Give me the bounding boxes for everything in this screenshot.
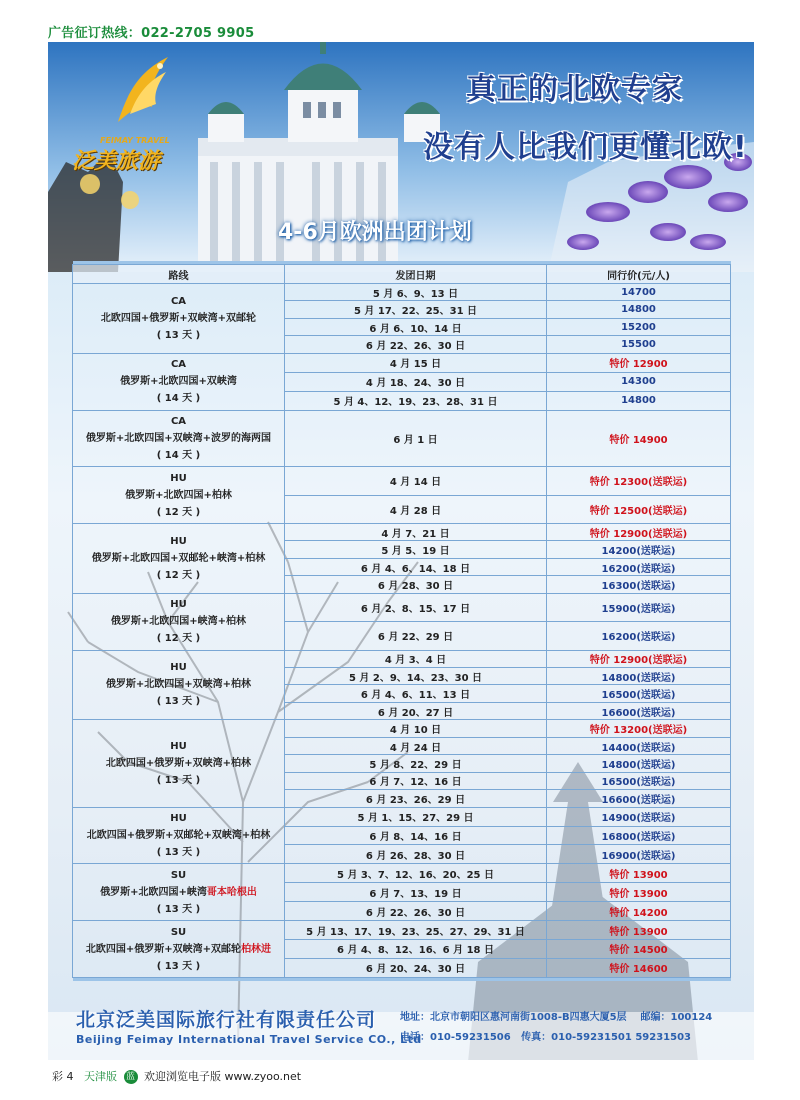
departure-date: 5 月 17、22、25、31 日 (285, 301, 547, 318)
departure-date: 6 月 8、14、16 日 (285, 826, 547, 845)
route-name (73, 487, 284, 504)
brand-english-name: FEIMAY TRAVEL (100, 136, 170, 145)
trade-price: 16500(送联运) (547, 772, 731, 789)
table-row (73, 467, 731, 495)
trade-price: 14800(送联运) (547, 755, 731, 772)
route-text: 北欧四国+俄罗斯+双峡湾+双邮轮 (100, 312, 257, 324)
route-text: 俄罗斯+北欧四国+柏林 (125, 489, 232, 501)
route-cell (73, 353, 285, 410)
edition-label: 天津版 (84, 1070, 117, 1083)
route-name (73, 755, 284, 772)
trip-duration: ( 13 天 ) (156, 903, 201, 915)
table-row (73, 410, 731, 467)
trade-price: 14700 (547, 284, 731, 301)
plan-title: 4-6月欧洲出团计划 (278, 220, 472, 245)
trip-duration: ( 13 天 ) (156, 960, 201, 972)
table-bottom-frame (73, 978, 731, 982)
header-route: 路线 (73, 265, 285, 284)
page-number: 彩 4 (52, 1070, 74, 1083)
departure-date: 6 月 28、30 日 (285, 576, 547, 593)
table-row (73, 284, 731, 301)
departure-date: 5 月 8、22、29 日 (285, 755, 547, 772)
route-name (73, 373, 284, 390)
trade-price: 特价 12900(送联运) (547, 524, 731, 541)
route-name (73, 430, 284, 447)
route-name (73, 550, 284, 567)
departure-date: 6 月 23、26、29 日 (285, 790, 547, 807)
trade-price: 特价 12300(送联运) (547, 467, 731, 495)
departure-date: 5 月 1、15、27、29 日 (285, 807, 547, 826)
departure-date: 4 月 15 日 (285, 353, 547, 372)
departure-date: 4 月 28 日 (285, 495, 547, 523)
route-name (73, 310, 284, 327)
trade-price: 16500(送联运) (547, 685, 731, 702)
departure-date: 6 月 7、13、19 日 (285, 883, 547, 902)
table-row (73, 720, 731, 737)
trip-duration: ( 13 天 ) (156, 774, 201, 786)
table-row (73, 593, 731, 621)
airline-code: HU (170, 599, 187, 611)
departure-date: 5 月 6、9、13 日 (285, 284, 547, 301)
page-footer (52, 1068, 301, 1084)
airline-code: HU (170, 535, 187, 547)
trade-price: 特价 14600 (547, 958, 731, 977)
departure-date: 6 月 26、28、30 日 (285, 845, 547, 864)
trip-duration: ( 13 天 ) (156, 846, 201, 858)
trade-price: 特价 14500 (547, 939, 731, 958)
phone-text: 电话：010-59231506 (400, 1032, 511, 1043)
trade-price: 15900(送联运) (547, 593, 731, 621)
departure-date: 6 月 20、27 日 (285, 702, 547, 719)
route-name (73, 676, 284, 693)
trade-price: 特价 14200 (547, 902, 731, 921)
trade-price: 特价 13900 (547, 921, 731, 940)
departure-date: 4 月 24 日 (285, 737, 547, 754)
departure-date: 6 月 4、6、14、18 日 (285, 558, 547, 575)
trade-price: 16600(送联运) (547, 790, 731, 807)
departure-date: 5 月 5、19 日 (285, 541, 547, 558)
route-text: 俄罗斯+北欧四国+峡湾 (100, 886, 207, 898)
route-cell (73, 921, 285, 978)
route-cell (73, 864, 285, 921)
trade-price: 特价 13900 (547, 883, 731, 902)
trip-duration: ( 12 天 ) (156, 506, 201, 518)
table-row (73, 921, 731, 940)
trade-price: 14900(送联运) (547, 807, 731, 826)
trade-price: 14400(送联运) (547, 737, 731, 754)
airline-code: HU (170, 472, 187, 484)
address-text: 地址：北京市朝阳区惠河南街1008-B四惠大厦5层 (400, 1012, 627, 1023)
route-name (73, 884, 284, 901)
departure-date: 5 月 3、7、12、16、20、25 日 (285, 864, 547, 883)
departure-date: 6 月 22、26、30 日 (285, 336, 547, 353)
trip-duration: ( 12 天 ) (156, 569, 201, 581)
departure-date: 6 月 4、6、11、13 日 (285, 685, 547, 702)
route-cell (73, 467, 285, 524)
route-cell (73, 593, 285, 650)
route-text: 俄罗斯+北欧四国+双邮轮+峡湾+柏林 (91, 552, 266, 564)
route-text: 北欧四国+俄罗斯+双峡湾+柏林 (105, 757, 252, 769)
poster-panel (48, 42, 754, 1060)
departure-date: 6 月 4、8、12、16、6 月 18 日 (285, 939, 547, 958)
route-text: 俄罗斯+北欧四国+双峡湾+柏林 (105, 679, 252, 691)
table-row (73, 524, 731, 541)
company-english-name: Beijing Feimay International Travel Service CO., Ltd (76, 1033, 422, 1046)
postcode-text: 邮编：100124 (640, 1012, 713, 1023)
departure-date: 5 月 2、9、14、23、30 日 (285, 667, 547, 684)
departure-date: 6 月 20、24、30 日 (285, 958, 547, 977)
airline-code: CA (170, 359, 187, 371)
trade-price: 特价 14900 (547, 410, 731, 467)
company-contact (400, 1028, 691, 1043)
slogan-line-1: 真正的北欧专家 (466, 72, 683, 107)
route-name (73, 827, 284, 844)
trade-price: 16900(送联运) (547, 845, 731, 864)
route-highlight: 哥本哈根出 (206, 886, 257, 898)
departure-date: 4 月 7、21 日 (285, 524, 547, 541)
route-cell (73, 807, 285, 864)
departure-date: 6 月 22、26、30 日 (285, 902, 547, 921)
table-row (73, 353, 731, 372)
trade-price: 15500 (547, 336, 731, 353)
table-row (73, 807, 731, 826)
route-cell (73, 720, 285, 807)
trip-duration: ( 14 天 ) (156, 449, 201, 461)
ad-hotline: 广告征订热线：022-2705 9905 (48, 26, 255, 41)
brand-chinese-name: 泛美旅游 (72, 149, 161, 174)
airline-code: HU (170, 812, 187, 824)
bird-logo-icon (108, 52, 178, 132)
trade-price: 16200(送联运) (547, 558, 731, 575)
trip-duration: ( 12 天 ) (156, 633, 201, 645)
departure-date: 4 月 14 日 (285, 467, 547, 495)
company-name: 北京泛美国际旅行社有限责任公司 (76, 1009, 377, 1031)
airline-code: HU (170, 662, 187, 674)
trade-price: 16600(送联运) (547, 702, 731, 719)
route-text: 俄罗斯+北欧四国+双峡湾 (120, 376, 237, 388)
airline-code: HU (170, 740, 187, 752)
table-row (73, 864, 731, 883)
trade-price: 16800(送联运) (547, 826, 731, 845)
header-price: 同行价(元/人) (547, 265, 731, 284)
route-cell (73, 284, 285, 354)
trade-price: 特价 13900 (547, 864, 731, 883)
website-text[interactable]: 欢迎浏览电子版 www.zyoo.net (144, 1070, 302, 1083)
tour-schedule-table (72, 261, 731, 981)
trade-price: 特价 12500(送联运) (547, 495, 731, 523)
trade-price: 15200 (547, 318, 731, 335)
table-row (73, 650, 731, 667)
header-date: 发团日期 (285, 265, 547, 284)
departure-date: 4 月 10 日 (285, 720, 547, 737)
fax-text: 传真：010-59231501 59231503 (521, 1032, 691, 1043)
departure-date: 5 月 13、17、19、23、25、27、29、31 日 (285, 921, 547, 940)
departure-date: 6 月 2、8、15、17 日 (285, 593, 547, 621)
trade-price: 特价 12900(送联运) (547, 650, 731, 667)
route-text: 俄罗斯+北欧四国+双峡湾+波罗的海两国 (85, 432, 272, 444)
departure-date: 6 月 1 日 (285, 410, 547, 467)
trade-price: 14800 (547, 301, 731, 318)
departure-date: 4 月 18、24、30 日 (285, 372, 547, 391)
table-body (73, 284, 731, 982)
airline-code: CA (170, 415, 187, 427)
trip-duration: ( 13 天 ) (156, 329, 201, 341)
route-cell (73, 650, 285, 720)
airline-code: CA (170, 295, 187, 307)
company-address (400, 1008, 712, 1023)
trade-price: 14800(送联运) (547, 667, 731, 684)
departure-date: 4 月 3、4 日 (285, 650, 547, 667)
trade-price: 14800 (547, 391, 731, 410)
departure-date: 6 月 22、29 日 (285, 622, 547, 650)
slogan-line-2: 没有人比我们更懂北欧! (423, 130, 748, 165)
trade-price: 16200(送联运) (547, 622, 731, 650)
route-text: 俄罗斯+北欧四国+峡湾+柏林 (110, 616, 247, 628)
route-highlight: 柏林进 (241, 943, 272, 955)
route-name (73, 941, 284, 958)
trade-price: 14200(送联运) (547, 541, 731, 558)
departure-date: 5 月 4、12、19、23、28、31 日 (285, 391, 547, 410)
route-cell (73, 410, 285, 467)
route-cell (73, 524, 285, 594)
departure-date: 6 月 6、10、14 日 (285, 318, 547, 335)
trade-price: 16300(送联运) (547, 576, 731, 593)
trip-duration: ( 14 天 ) (156, 393, 201, 405)
departure-date: 6 月 7、12、16 日 (285, 772, 547, 789)
route-name (73, 613, 284, 630)
trade-price: 14300 (547, 372, 731, 391)
airline-code: SU (170, 869, 187, 881)
route-text: 北欧四国+俄罗斯+双峡湾+双邮轮 (85, 943, 242, 955)
trade-price: 特价 13200(送联运) (547, 720, 731, 737)
trade-price: 特价 12900 (547, 353, 731, 372)
edition-badge-icon: 蓝 (124, 1070, 138, 1084)
airline-code: SU (170, 926, 187, 938)
trip-duration: ( 13 天 ) (156, 696, 201, 708)
route-text: 北欧四国+俄罗斯+双邮轮+双峡湾+柏林 (86, 829, 271, 841)
